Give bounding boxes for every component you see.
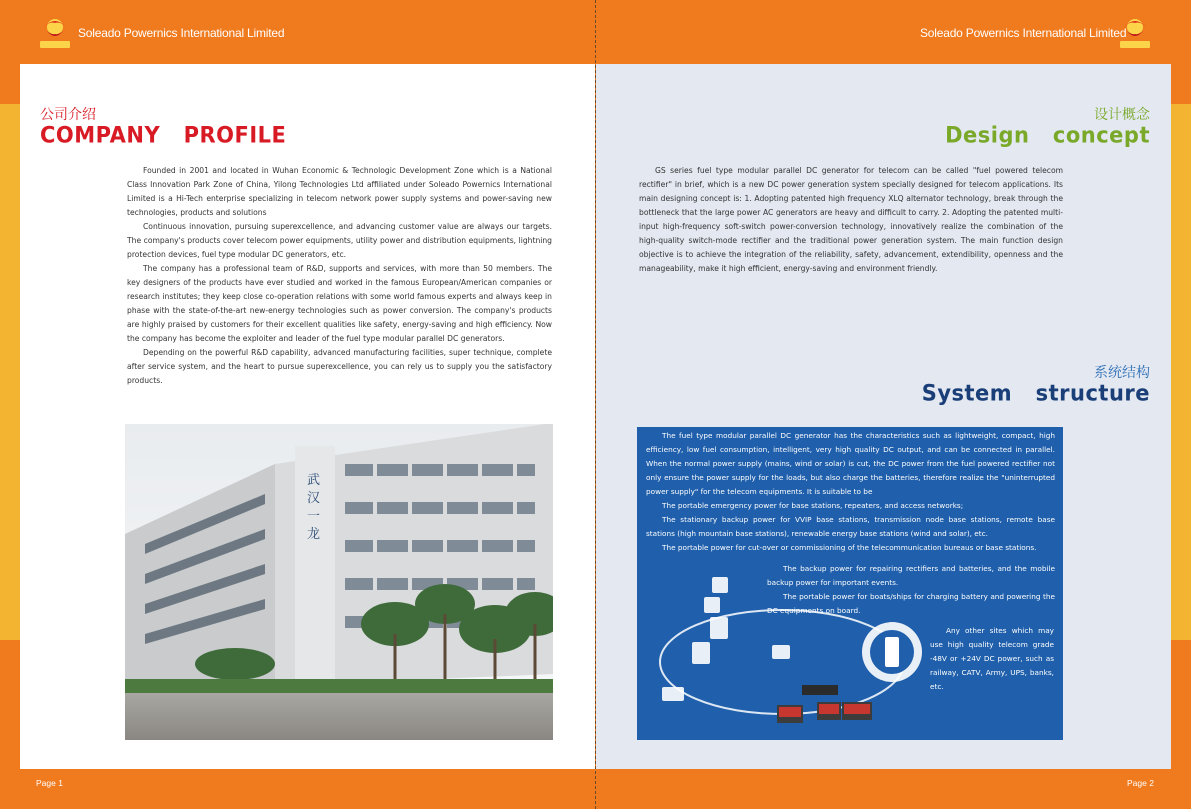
system-paragraph: Any other sites which may use high quality telecom grade -48V or +24V DC power, such as railway, CATV, Army, UPS, banks, etc.	[930, 626, 1054, 691]
system-paragraph: The portable power for cut-over or commissioning of the telecommunication bureaus or base stations.	[662, 543, 1037, 552]
system-paragraph: The fuel type modular parallel DC generator has the characteristics such as lightweight, compact, high efficiency, low fuel consumption, intelligent, very high quality DC output, and can be connected in parallel. When the normal power supply (mains, wind or solar) is cut, the DC power from the fuel powered rectifier not only ensure the power supply for the loads, but also charge the batteries, therefore realize the "uninterrupted power supply" for the telecom equipments. It is suitable to be	[646, 431, 1055, 496]
design-concept-title: Design concept	[945, 122, 1150, 148]
right-accent-stripe	[1171, 104, 1191, 640]
design-paragraph: GS series fuel type modular parallel DC generator for telecom can be called "fuel powered telecom rectifier" in brief, which is a new DC power generation system specially designed for telecom applications. Its main designing concept is: 1. Adopting patented high frequency XLQ alternator technology, break through the bottleneck that the large power AC generators are heavy and difficult to carry. 2. Adopting the patented multi-input high-frequency soft-switch power-conversion technology, innovatively realize the combination of the high-quality switch-mode rectifier and the traditional power generation system. The main function design objective is to achieve the integration of the reliability, safety, advancement, extendibility, openness and the manageability, make it high efficient, energy-saving and environment friendly.	[639, 166, 1063, 273]
page-fold-line	[595, 0, 596, 809]
system-structure-panel	[637, 427, 1063, 740]
page-number-left: Page 1	[36, 778, 63, 788]
page-number-right: Page 2	[1127, 778, 1154, 788]
design-concept-title-zh: 设计概念	[1094, 107, 1150, 123]
profile-paragraph: The company has a professional team of R&D, supports and services, with more than 50 members. The key designers of the products have ever studied and worked in the famous European/American companies or research institutes; they keep close co-operation relations with some world famous experts and always keep in phase with the state-of-the-art new-energy technologies such as power conversion. The company's products are highly praised by customers for their excellent qualities like safety, energy-saving and high efficiency. Now the company has become the exploiter and leader of the fuel type modular parallel DC generators.	[127, 264, 552, 343]
design-concept-text	[639, 164, 1063, 276]
company-profile-title-zh: 公司介绍	[40, 107, 96, 123]
svg-text:一: 一	[307, 509, 321, 524]
left-accent-stripe	[0, 104, 20, 640]
system-diagram	[652, 567, 942, 737]
system-paragraph: The backup power for repairing rectifiers and batteries, and the mobile backup power for important events.	[767, 564, 1055, 587]
logo-icon	[36, 13, 74, 51]
svg-text:龙: 龙	[307, 527, 321, 542]
system-text-main	[646, 429, 1055, 555]
system-text-other-sites	[930, 624, 1054, 694]
system-paragraph: The stationary backup power for VVIP base stations, transmission node base stations, remote base stations (high mountain base stations), renewable energy base stations (wind and solar), etc.	[646, 515, 1055, 538]
logo-icon	[1116, 13, 1154, 51]
profile-paragraph: Founded in 2001 and located in Wuhan Economic & Technologic Development Zone which is a National Class Innovation Park Zone of China, Yilong Technologies Ltd affiliated under Soleado Powernics International Limited is a Hi-Tech enterprise specializing in telecom network power supply systems and power-saving new technologies, products and solutions	[127, 166, 552, 217]
company-profile-text	[127, 164, 552, 388]
brand-name-left: Soleado Powernics International Limited	[78, 26, 285, 40]
building-photo	[125, 424, 553, 740]
profile-paragraph: Continuous innovation, pursuing superexcellence, and advancing customer value are always our targets. The company's products cover telecom power equipments, utility power and distribution equipments, lightning protection devices, fuel type modular DC generators, etc.	[127, 222, 552, 259]
svg-text:武: 武	[307, 473, 321, 488]
company-profile-title: COMPANY PROFILE	[40, 122, 287, 148]
system-paragraph: The portable emergency power for base stations, repeaters, and access networks;	[662, 501, 964, 510]
system-structure-title: System structure	[921, 380, 1150, 406]
profile-paragraph: Depending on the powerful R&D capability, advanced manufacturing facilities, super technique, complete after service system, and the heart to pursue superexcellence, you can rely us to supply you the satisfactory products.	[127, 348, 552, 385]
brand-name-right: Soleado Powernics International Limited	[920, 26, 1127, 40]
system-structure-title-zh: 系统结构	[1094, 365, 1150, 381]
svg-text:汉: 汉	[307, 491, 321, 506]
system-paragraph: The portable power for boats/ships for charging battery and powering the DC equipments on board.	[767, 592, 1055, 615]
